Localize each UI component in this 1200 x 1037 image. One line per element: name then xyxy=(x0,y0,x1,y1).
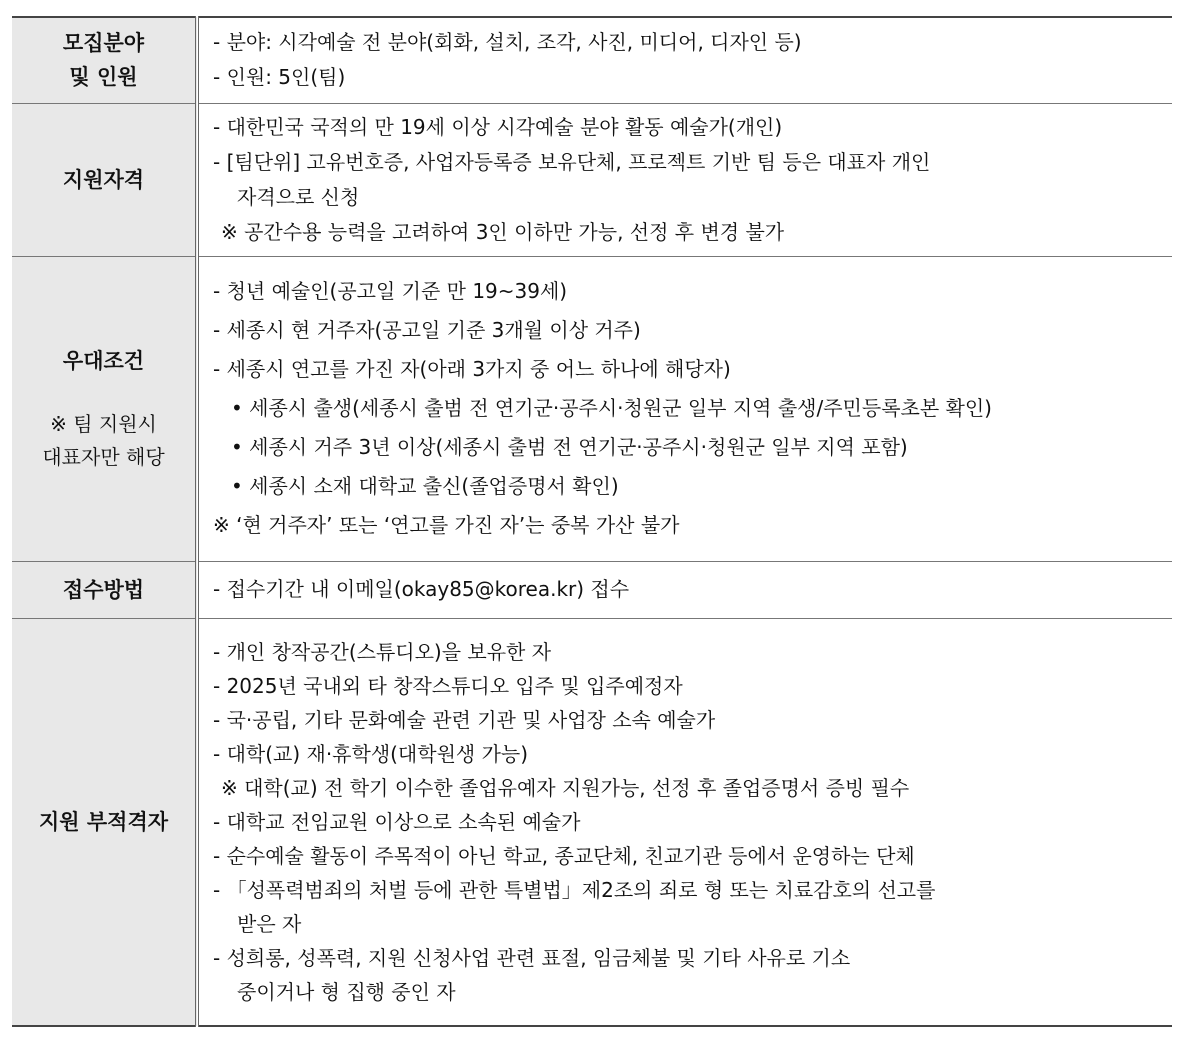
row-header-line: 및 인원 xyxy=(69,65,138,90)
list-item: - [팀단위] 고유번호증, 사업자등록증 보유단체, 프로젝트 기반 팀 등은 대표자 개인 xyxy=(213,149,931,174)
row-header-title: 우대조건 xyxy=(62,348,145,373)
bullet-item: • 세종시 출생(세종시 출범 전 연기군·공주시·청원군 일부 지역 출생/주민등록초본 확인) xyxy=(231,396,992,420)
row-body-submission xyxy=(197,561,1172,618)
note-text: ※ 대학(교) 전 학기 이수한 졸업유예자 지원가능, 선정 후 졸업증명서 증빙 필수 xyxy=(221,775,910,800)
list-item: - 접수기간 내 이메일(okay85@korea.kr) 접수 xyxy=(213,577,630,601)
list-item: - 대한민국 국적의 만 19세 이상 시각예술 분야 활동 예술가(개인) xyxy=(213,114,783,139)
row-body-eligibility xyxy=(197,103,1172,256)
list-item: - 인원: 5인(팀) xyxy=(213,65,346,90)
row-body-ineligible xyxy=(197,618,1172,1026)
list-item: - 성희롱, 성폭력, 지원 신청사업 관련 표절, 임금체불 및 기타 사유로 기소 xyxy=(213,945,851,970)
bullet-item: • 세종시 소재 대학교 출신(졸업증명서 확인) xyxy=(231,474,619,498)
list-item: - 「성폭력범죄의 처벌 등에 관한 특별법」제2조의 죄로 형 또는 치료감호의 선고를 xyxy=(213,877,936,902)
row-header-ineligible: 지원 부적격자 xyxy=(12,618,197,1026)
table-row-recruitment-field xyxy=(12,17,1172,103)
list-item-continuation: 받은 자 xyxy=(237,911,302,936)
list-item-continuation: 중이거나 형 집행 중인 자 xyxy=(237,979,456,1004)
row-header-eligibility: 지원자격 xyxy=(12,103,197,256)
list-item: - 개인 창작공간(스튜디오)을 보유한 자 xyxy=(213,639,552,664)
list-item-continuation: 자격으로 신청 xyxy=(237,184,360,209)
list-item: - 대학(교) 재·휴학생(대학원생 가능) xyxy=(213,741,529,766)
row-body-preference xyxy=(197,256,1172,561)
row-body-recruitment-field xyxy=(197,17,1172,103)
note-text: ※ 공간수용 능력을 고려하여 3인 이하만 가능, 선정 후 변경 불가 xyxy=(221,219,785,244)
list-item: - 대학교 전임교원 이상으로 소속된 예술가 xyxy=(213,809,581,834)
list-item: - 세종시 현 거주자(공고일 기준 3개월 이상 거주) xyxy=(213,318,641,342)
list-item: - 청년 예술인(공고일 기준 만 19~39세) xyxy=(213,279,568,303)
table-row-submission xyxy=(12,561,1172,618)
list-item: - 세종시 연고를 가진 자(아래 3가지 중 어느 하나에 해당자) xyxy=(213,357,731,381)
table-row-ineligible xyxy=(12,618,1172,1026)
row-header-note: 대표자만 해당 xyxy=(42,444,165,469)
list-item: - 분야: 시각예술 전 분야(회화, 설치, 조각, 사진, 미디어, 디자인 등) xyxy=(213,30,802,55)
table-row-preference xyxy=(12,256,1172,561)
list-item: - 국·공립, 기타 문화예술 관련 기관 및 사업장 소속 예술가 xyxy=(213,707,716,732)
list-item: - 순수예술 활동이 주목적이 아닌 학교, 종교단체, 친교기관 등에서 운영하는 단체 xyxy=(213,843,915,868)
row-header-recruitment-field xyxy=(12,17,197,103)
table-row-eligibility xyxy=(12,103,1172,256)
row-header-line: 모집분야 xyxy=(62,31,145,56)
row-header-note: ※ 팀 지원시 xyxy=(50,411,157,436)
list-item: - 2025년 국내외 타 창작스튜디오 입주 및 입주예정자 xyxy=(213,673,683,698)
bullet-item: • 세종시 거주 3년 이상(세종시 출범 전 연기군·공주시·청원군 일부 지역 포함) xyxy=(231,435,908,459)
note-text: ※ ‘현 거주자’ 또는 ‘연고를 가진 자’는 중복 가산 불가 xyxy=(213,513,680,537)
recruitment-info-table xyxy=(12,16,1172,1027)
row-header-submission: 접수방법 xyxy=(12,561,197,618)
row-header-preference xyxy=(12,256,197,561)
